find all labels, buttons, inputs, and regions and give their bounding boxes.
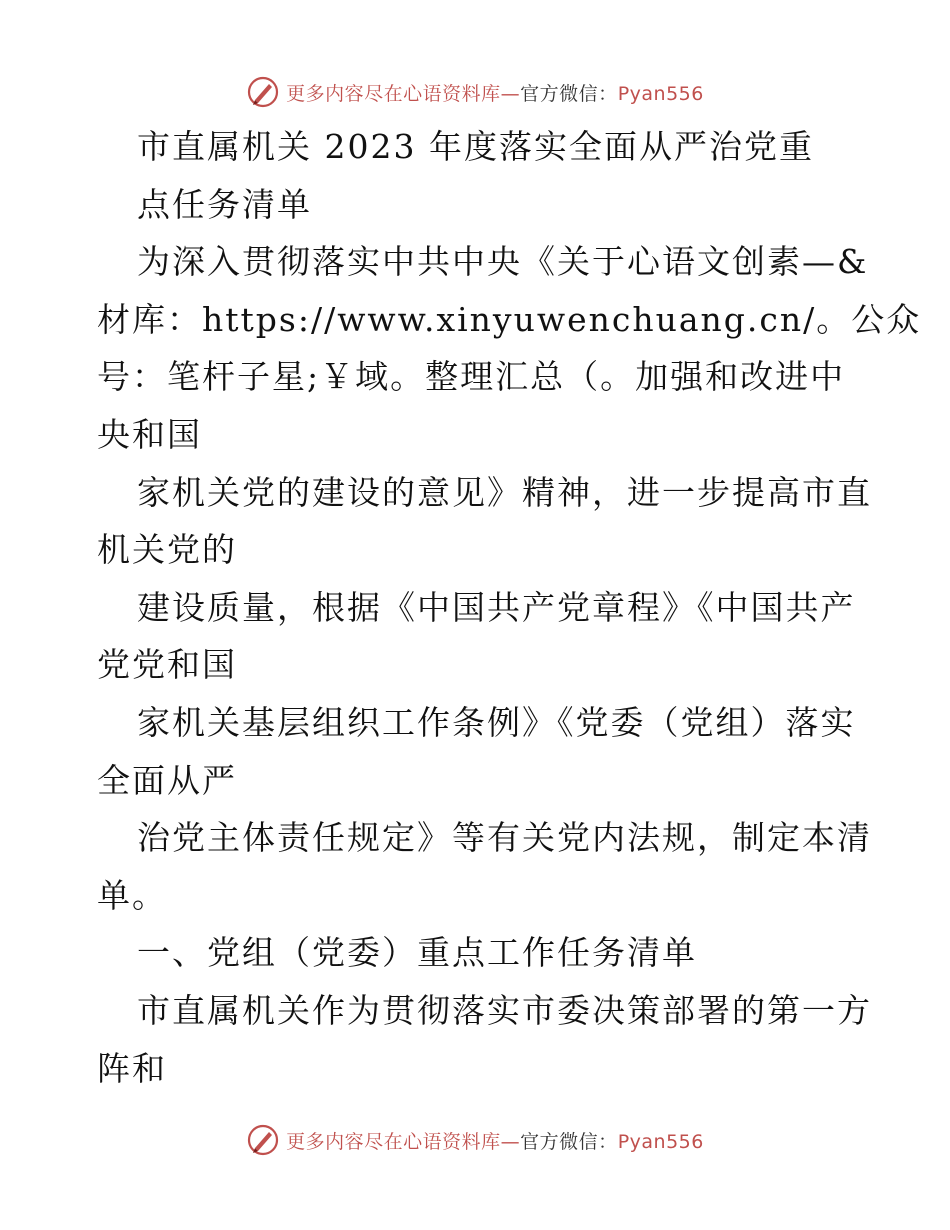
header-brand: 更多内容尽在心语资料库	[286, 82, 501, 105]
doc-line: 央和国	[97, 414, 202, 454]
header-wechat-id: Pyan556	[617, 82, 704, 105]
document-body	[97, 118, 922, 1097]
footer-wechat-id: Pyan556	[617, 1130, 704, 1153]
doc-line: 机关党的	[97, 530, 237, 570]
header-banner-inner	[246, 75, 704, 109]
header-wechat-label: 官方微信：	[520, 82, 618, 105]
doc-line: 阵和	[97, 1048, 167, 1088]
footer-wechat-label: 官方微信：	[520, 1130, 618, 1153]
footer-banner-inner	[246, 1123, 704, 1157]
doc-title-line-2: 点任务清单	[137, 184, 312, 224]
doc-title-line-1: 市直属机关 2023 年度落实全面从严治党重	[137, 127, 814, 166]
doc-line: 市直属机关作为贯彻落实市委决策部署的第一方	[137, 990, 872, 1030]
footer-separator: —	[500, 1130, 521, 1153]
doc-line: 建设质量，根据《中国共产党章程》《中国共产	[137, 587, 856, 627]
doc-line: 党党和国	[97, 645, 237, 685]
header-banner-text	[286, 79, 704, 106]
doc-line: 号：笔杆子星;￥域。整理汇总（。加强和改进中	[97, 357, 846, 397]
section-heading: 一、党组（党委）重点工作任务清单	[137, 933, 697, 973]
doc-line: 材库：https://www.xinyuwenchuang.cn/。公众	[97, 299, 922, 339]
doc-line: 家机关党的建设的意见》精神，进一步提高市直	[137, 472, 872, 512]
footer-banner	[0, 1120, 950, 1160]
doc-line: 家机关基层组织工作条例》《党委（党组）落实	[137, 702, 856, 742]
footer-brand: 更多内容尽在心语资料库	[286, 1130, 501, 1153]
pen-logo-icon	[246, 1123, 280, 1157]
pen-logo-icon	[246, 75, 280, 109]
header-banner	[0, 72, 950, 112]
footer-banner-text	[286, 1127, 704, 1154]
doc-line: 全面从严	[97, 760, 237, 800]
doc-line: 单。	[97, 875, 167, 915]
header-separator: —	[500, 82, 521, 105]
doc-line: 为深入贯彻落实中共中央《关于心语文创素—&	[137, 242, 869, 282]
doc-line: 治党主体责任规定》等有关党内法规，制定本清	[137, 818, 872, 858]
